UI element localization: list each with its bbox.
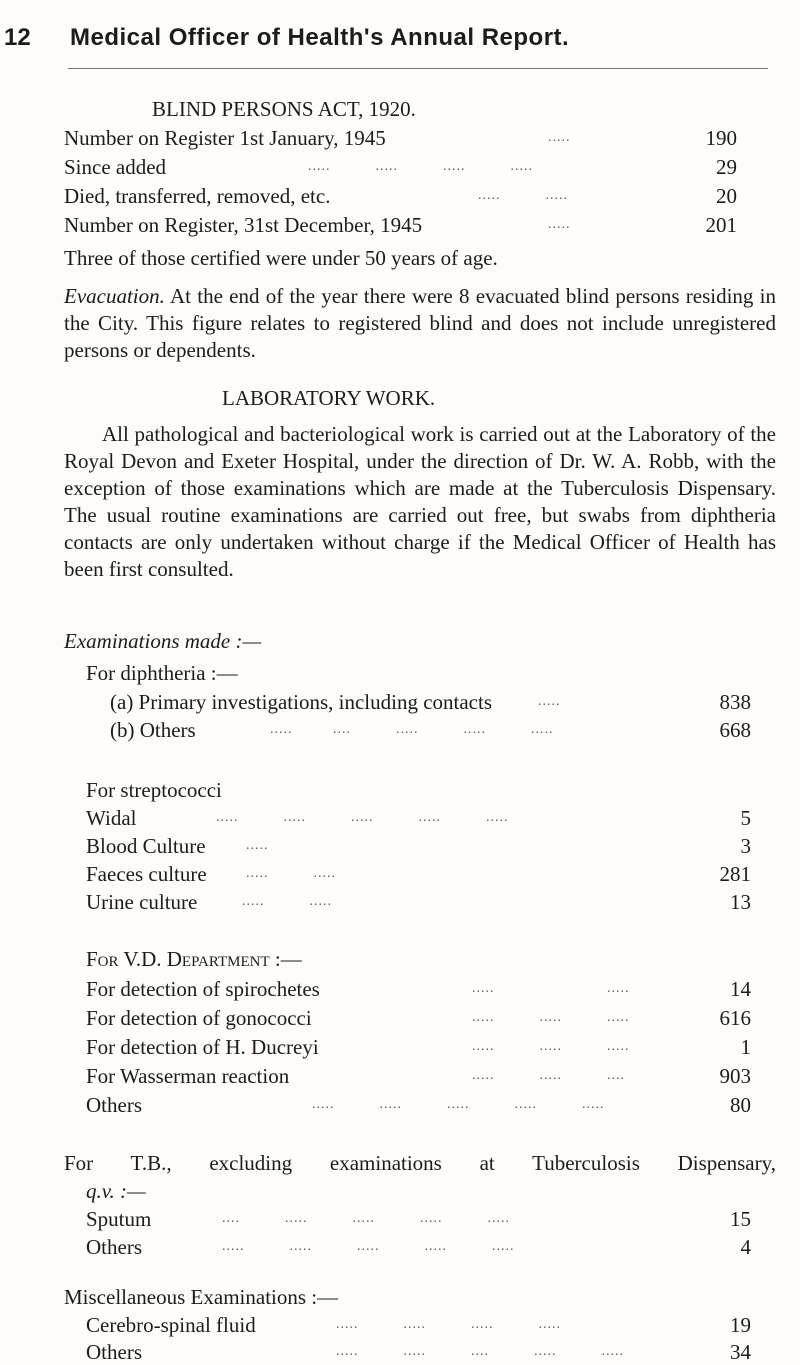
evacuation-text: At the end of the year there were 8 evacuated blind persons residing in the City. This figure relates to registered blind and does not include unregistered persons or dependents.	[64, 284, 776, 362]
evacuation-title: Evacuation.	[64, 284, 165, 308]
blind-note: Three of those certified were under 50 years of age.	[64, 246, 498, 270]
table-row: For detection of gonococci ..... ..... ..... 616	[86, 1006, 751, 1030]
table-row: Urine culture ..... ..... 13	[86, 890, 751, 914]
table-row: Died, transferred, removed, etc. ..... ..... 20	[64, 184, 737, 208]
examinations-title: Examinations made :—	[64, 629, 262, 653]
table-row: For detection of H. Ducreyi ..... ..... ..... 1	[86, 1035, 751, 1059]
running-title: Medical Officer of Health's Annual Report.	[70, 24, 570, 51]
table-row: Blood Culture ..... 3	[86, 834, 751, 858]
misc-title: Miscellaneous Examinations :—	[64, 1285, 339, 1309]
table-row: Others ..... ..... ..... ..... ..... 4	[86, 1235, 751, 1259]
table-row: Number on Register, 31st December, 1945 ..... 201	[64, 213, 737, 237]
table-row: Since added ..... ..... ..... ..... 29	[64, 155, 737, 179]
tb-title: For T.B., excluding examinations at Tuberculosis Dispensary,	[64, 1151, 776, 1175]
table-row: Widal ..... ..... ..... ..... ..... 5	[86, 806, 751, 830]
table-row: (b) Others ..... .... ..... ..... ..... 668	[110, 718, 751, 742]
table-row: (a) Primary investigations, including contacts ..... 838	[110, 690, 751, 714]
diphtheria-title: For diphtheria :—	[86, 661, 238, 685]
table-row: Cerebro-spinal fluid ..... ..... ..... ..... 19	[86, 1313, 751, 1337]
lab-paragraph: All pathological and bacteriological work is carried out at the Laboratory of the Royal Devon and Exeter Hospital, under the direction of Dr. W. A. Robb, with the exception of those examinations which are made at the Tuberculosis Dispensary. The usual routine examinations are carried out free, but swabs from diphtheria contacts are only undertaken without charge if the Medical Officer of Health has been first consulted.	[64, 422, 776, 581]
table-row: Sputum .... ..... ..... ..... ..... 15	[86, 1207, 751, 1231]
evacuation-paragraph	[64, 283, 776, 364]
blind-heading: BLIND PERSONS ACT, 1920.	[152, 97, 416, 121]
table-row: For Wasserman reaction ..... ..... .... 903	[86, 1064, 751, 1088]
header-rule	[68, 68, 768, 69]
table-row: For detection of spirochetes ..... ..... 14	[86, 977, 751, 1001]
page-number: 12	[4, 24, 31, 51]
vd-title: For V.D. Department :—	[86, 947, 302, 971]
strep-title: For streptococci	[86, 778, 222, 802]
table-row: Others ..... ..... .... ..... ..... 34	[86, 1340, 751, 1364]
page-header	[0, 24, 800, 64]
table-row: Number on Register 1st January, 1945 ..... 190	[64, 126, 737, 150]
lab-heading: LABORATORY WORK.	[222, 386, 436, 410]
tb-qv: q.v. :—	[86, 1179, 146, 1203]
table-row: Faeces culture ..... ..... 281	[86, 862, 751, 886]
table-row: Others ..... ..... ..... ..... ..... 80	[86, 1093, 751, 1117]
